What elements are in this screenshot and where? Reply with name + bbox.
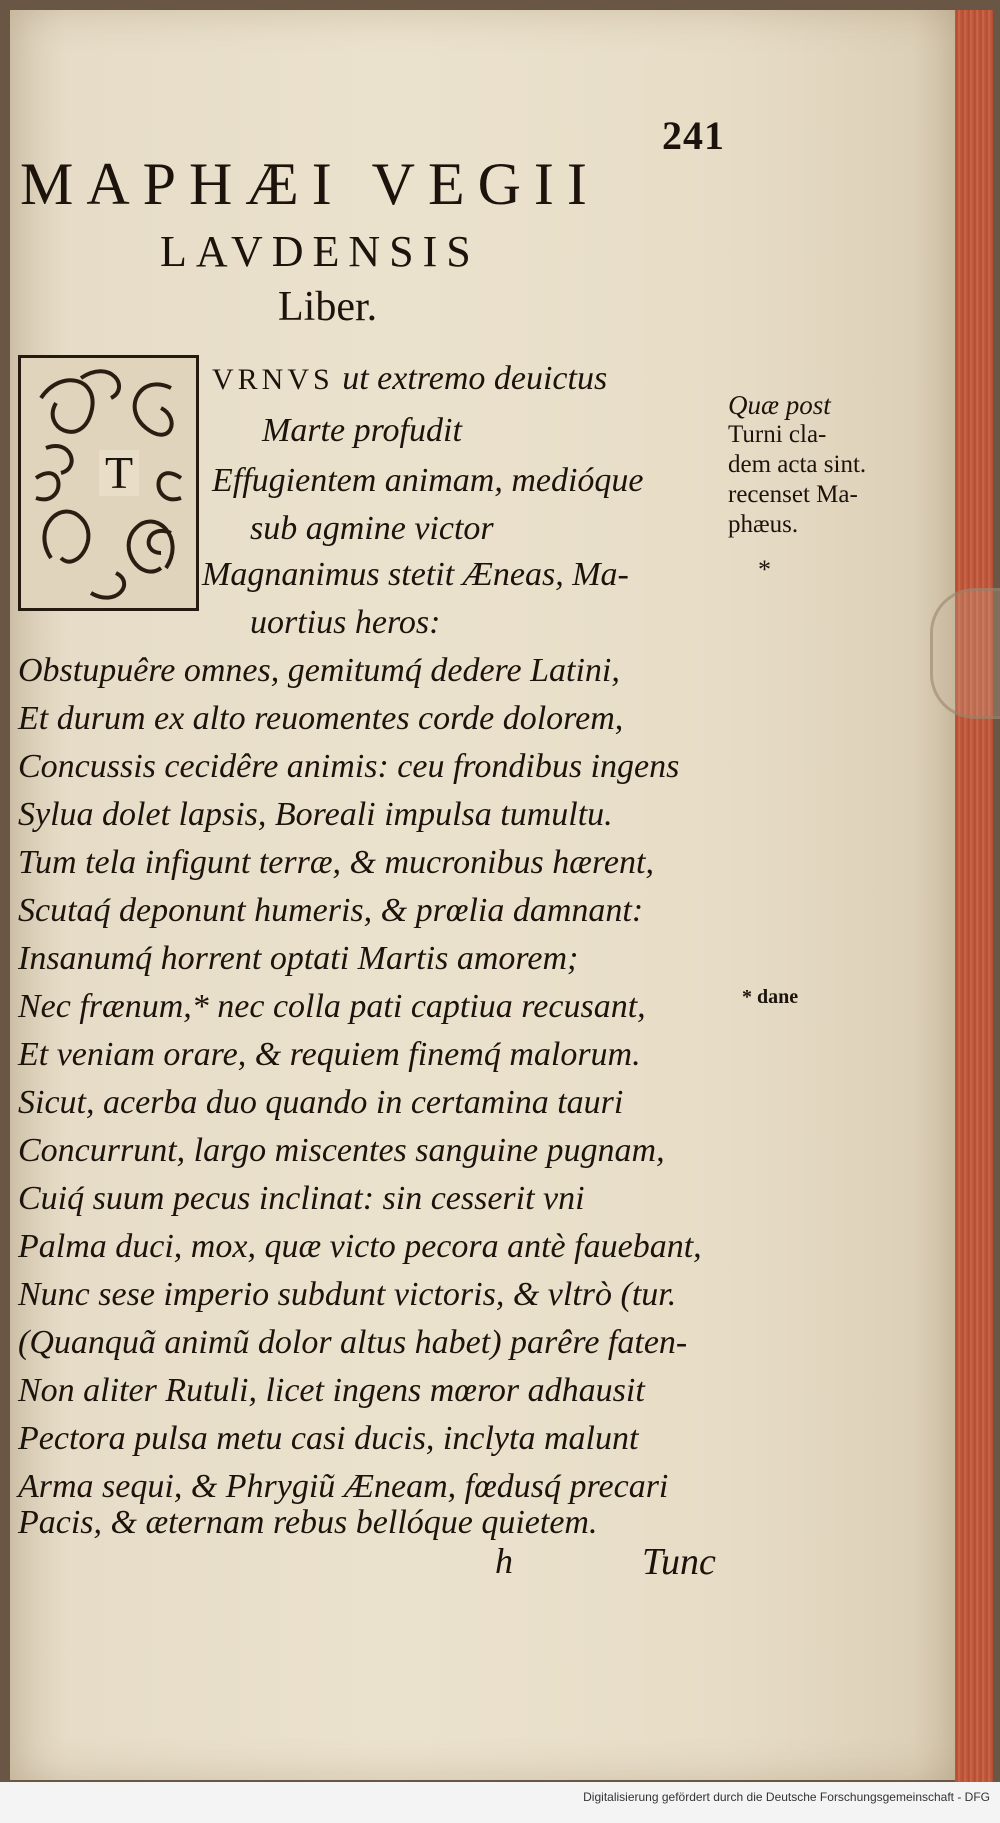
verse-line: Nec frænum,* nec colla pati captiua recusant, xyxy=(18,988,646,1025)
verse-line: Nunc sese imperio subdunt victoris, & vltrò (tur. xyxy=(18,1276,677,1313)
footer-credit: Digitalisierung gefördert durch die Deutsche Forschungsgemeinschaft - DFG xyxy=(583,1790,990,1804)
verse-line: Magnanimus stetit Æneas, Ma- xyxy=(202,556,629,593)
page-number: 241 xyxy=(662,113,725,158)
title-author: MAPHÆI VEGII xyxy=(20,151,600,217)
verse-line: sub agmine victor xyxy=(250,510,494,547)
verse-line: (Quanquã animũ dolor altus habet) parêre faten- xyxy=(18,1324,688,1361)
verse-line xyxy=(212,362,607,396)
verse-line: Et durum ex alto reuomentes corde dolorem, xyxy=(18,700,624,737)
verse-line: Sylua dolet lapsis, Boreali impulsa tumultu. xyxy=(18,796,613,833)
title-liber: Liber. xyxy=(278,284,378,330)
verse-line: Non aliter Rutuli, licet ingens mœror adhausit xyxy=(18,1372,645,1409)
verse-line: Pectora pulsa metu casi ducis, inclyta malunt xyxy=(18,1420,639,1457)
verse-line: Marte profudit xyxy=(262,412,462,449)
margin-note-line: recenset Ma- xyxy=(728,481,858,508)
verse-line: Scutaq́ deponunt humeris, & prœlia damnant: xyxy=(18,892,644,929)
verse-line: Pacis, & æternam rebus bellóque quietem. xyxy=(18,1504,598,1541)
margin-gloss: * dane xyxy=(742,986,799,1008)
catchword: Tunc xyxy=(642,1541,716,1583)
decorated-initial xyxy=(18,355,199,611)
verse-line: Cuiq́ suum pecus inclinat: sin cesserit vni xyxy=(18,1180,585,1217)
verse-line: Obstupuêre omnes, gemitumq́ dedere Latini, xyxy=(18,652,620,689)
initial-letter: T xyxy=(99,450,139,496)
verse-line: Arma sequi, & Phrygiũ Æneam, fœdusq́ precari xyxy=(18,1468,669,1505)
verse-text: ut extremo deuictus xyxy=(342,360,608,397)
margin-note-line: phæus. xyxy=(728,511,799,538)
initial-rest: VRNVS xyxy=(212,363,334,396)
margin-note-line: dem acta sint. xyxy=(728,451,867,478)
red-page-edges xyxy=(955,10,993,1785)
margin-note-line: Quæ post xyxy=(728,390,831,420)
verse-line: Concurrunt, largo miscentes sanguine pugnam, xyxy=(18,1132,665,1169)
verse-line: Palma duci, mox, quæ victo pecora antè fauebant, xyxy=(18,1228,702,1265)
verse-line: uortius heros: xyxy=(250,604,441,641)
verse-line: Concussis cecidêre animis: ceu frondibus ingens xyxy=(18,748,680,785)
margin-note-line: Turni cla- xyxy=(728,421,827,448)
page-clip xyxy=(930,588,1000,719)
verse-line: Tum tela infigunt terræ, & mucronibus hærent, xyxy=(18,844,654,881)
signature-mark: h xyxy=(495,1541,513,1581)
verse-line: Sicut, acerba duo quando in certamina tauri xyxy=(18,1084,624,1121)
margin-asterisk: * xyxy=(758,555,771,584)
verse-line: Insanumq́ horrent optati Martis amorem; xyxy=(18,940,579,977)
margin-note xyxy=(728,390,928,540)
verse-line: Et veniam orare, & requiem finemq́ malorum. xyxy=(18,1036,641,1073)
verse-line: Effugientem animam, medióque xyxy=(212,462,644,499)
title-origin: LAVDENSIS xyxy=(160,227,480,276)
